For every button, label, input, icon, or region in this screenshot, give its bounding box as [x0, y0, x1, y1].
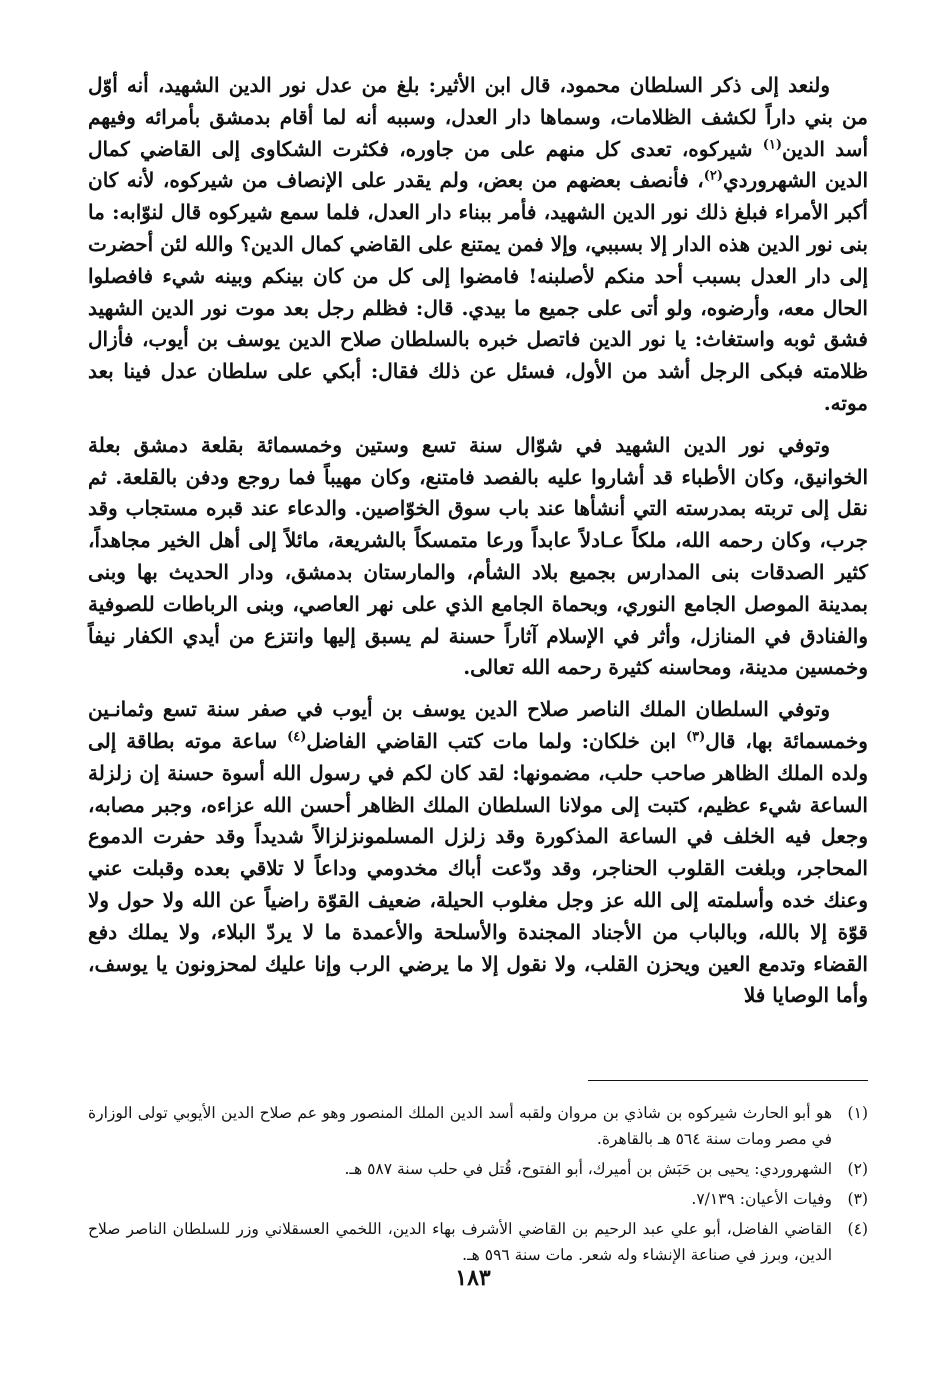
footnote-separator: [588, 1080, 868, 1081]
footnote-ref-4: (٤): [287, 729, 307, 745]
footnote-text: هو أبو الحارث شيركوه بن شاذي بن مروان ولقبه أسد الدين الملك المنصور وهو عم صلاح الدين الأيوبي تولى الوزارة في مصر ومات سنة ٥٦٤ هـ بالقاهرة.: [88, 1104, 832, 1148]
paragraph-1: [88, 70, 868, 420]
footnote-2: [88, 1156, 868, 1182]
footnote-3: [88, 1186, 868, 1212]
footnote-number: (٤): [847, 1220, 868, 1238]
footnote-ref-2: (٢): [703, 168, 723, 184]
footnote-1: [88, 1100, 868, 1152]
text-run: ولنعد إلى ذكر السلطان محمود، قال ابن الأثير: بلغ من عدل نور الدين الشهيد، أنه أوّل من بني داراً لكشف الظلامات، وسماها دار العدل، وسببه أنه لما أقام بدمشق بأمرائه وفيهم أسد الدين: [88, 73, 868, 161]
footnote-text: القاضي الفاضل، أبو علي عبد الرحيم بن القاضي الأشرف بهاء الدين، اللخمي العسقلاني وزر للسلطان الناصر صلاح الدين، وبرز في صناعة الإنشاء وله شعر. مات سنة ٥٩٦ هـ.: [88, 1220, 832, 1264]
footnote-text: وفيات الأعيان: ٧/١٣٩.: [691, 1190, 832, 1208]
text-run: ، فأنصف بعضهم من بعض، ولم يقدر على الإنصاف من شيركوه، لأنه كان أكبر الأمراء فبلغ ذلك نور الدين الشهيد، فأمر ببناء دار العدل، فلما سمع شيركوه قال لنوّابه: ما بنى نور الدين هذه الدار إلا بسببي، وإلا فمن يمتنع على القاضي كمال الدين؟ والله لئن أحضرت إلى دار العدل بسبب أحد منكم لأصلبنه! فامضوا إلى كل من كان بينكم وبينه شيء فافصلوا الحال معه، وأرضوه، ولو أتى على جميع ما بيدي. قال: فظلم رجل بعد موت نور الدين الشهيد فشق ثوبه واستغاث: يا نور الدين فاتصل خبره بالسلطان صلاح الدين يوسف بن أيوب، فأزال ظلامته فبكى الرجل أشد من الأول، فسئل عن ذلك فقال: أبكي على سلطان عدل فينا بعد موته.: [88, 168, 868, 415]
footnote-ref-3: (٣): [685, 729, 706, 745]
footnotes: [88, 1100, 868, 1272]
body-text: [88, 70, 868, 1012]
paragraph-2: [88, 430, 868, 684]
text-run: ابن خلكان: ولما مات كتب القاضي الفاضل: [306, 728, 686, 753]
footnote-number: (٣): [847, 1190, 868, 1208]
footnote-text: الشهروردي: يحيى بن حَبَش بن أميرك، أبو الفتوح، قُتل في حلب سنة ٥٨٧ هـ.: [344, 1160, 832, 1178]
page: [88, 70, 868, 1264]
footnote-ref-1: (١): [762, 136, 782, 152]
text-run: شيركوه، تعدى كل منهم على من جاوره، فكثرت الشكاوى إلى القاضي كمال الدين الشهروردي: [88, 136, 868, 193]
footnote-number: (١): [847, 1104, 868, 1122]
page-number: ١٨٣: [455, 1265, 491, 1291]
footnote-4: [88, 1216, 868, 1268]
paragraph-3: [88, 694, 868, 1012]
footnote-number: (٢): [847, 1160, 868, 1178]
text-run: وتوفي السلطان الملك الناصر صلاح الدين يوسف بن أيوب في صفر سنة تسع وثمانـين وخمسمائة بها، قال: [88, 697, 868, 753]
text-run: وتوفي نور الدين الشهيد في شوّال سنة تسع وستين وخمسمائة بقلعة دمشق بعلة الخوانيق، وكان الأطباء قد أشاروا عليه بالفصد فامتنع، وكان مهيباً فما روجع ودفن بالقلعة. ثم نقل إلى تربته بمدرسته التي أنشأها عند باب سوق الخوّاصين. والدعاء عند قبره مستجاب وقد جرب، وكان رحمه الله، ملكاً عـادلاً عابداً ورعا متمسكاً بالشريعة، مائلاً إلى أهل الخير مجاهداً، كثير الصدقات بنى المدارس بجميع بلاد الشأم، والمارستان بدمشق، ودار الحديث بها وبنى بمدينة الموصل الجامع النوري، وبحماة الجامع الذي على نهر العاصي، وبنى الرباطات للصوفية والفنادق في المنازل، وأثر في الإسلام آثاراً حسنة لم يسبق إليها وانتزع من أيدي الكفار نيفاً وخمسين مدينة، ومحاسنه كثيرة رحمه الله تعالى.: [88, 432, 868, 680]
text-run: ساعة موته بطاقة إلى ولده الملك الظاهر صاحب حلب، مضمونها: لقد كان لكم في رسول الله أسوة حسنة إن زلزلة الساعة شيء عظيم، كتبت إلى مولانا السلطان الملك الظاهر أحسن الله عزاءه، وجبر مصابه، وجعل فيه الخلف في الساعة المذكورة وقد زلزل المسلمونزلزالاً شديداً وقد حفرت الدموع المحاجر، وبلغت القلوب الحناجر، وقد ودّعت أباك مخدومي وداعاً لا تلاقي بعده وقبلت عني وعنك خده وأسلمته إلى الله عز وجل مغلوب الحيلة، ضعيف القوّة راضياً عن الله ولا حول ولا قوّة إلا بالله، وبالباب من الأجناد المجندة والأسلحة والأعمدة ما لا يردّ البلاء، ولا يملك دفع القضاء وتدمع العين ويحزن القلب، ولا نقول إلا ما يرضي الرب وإنا عليك لمحزونون يا يوسف، وأما الوصايا فلا: [88, 728, 868, 1008]
